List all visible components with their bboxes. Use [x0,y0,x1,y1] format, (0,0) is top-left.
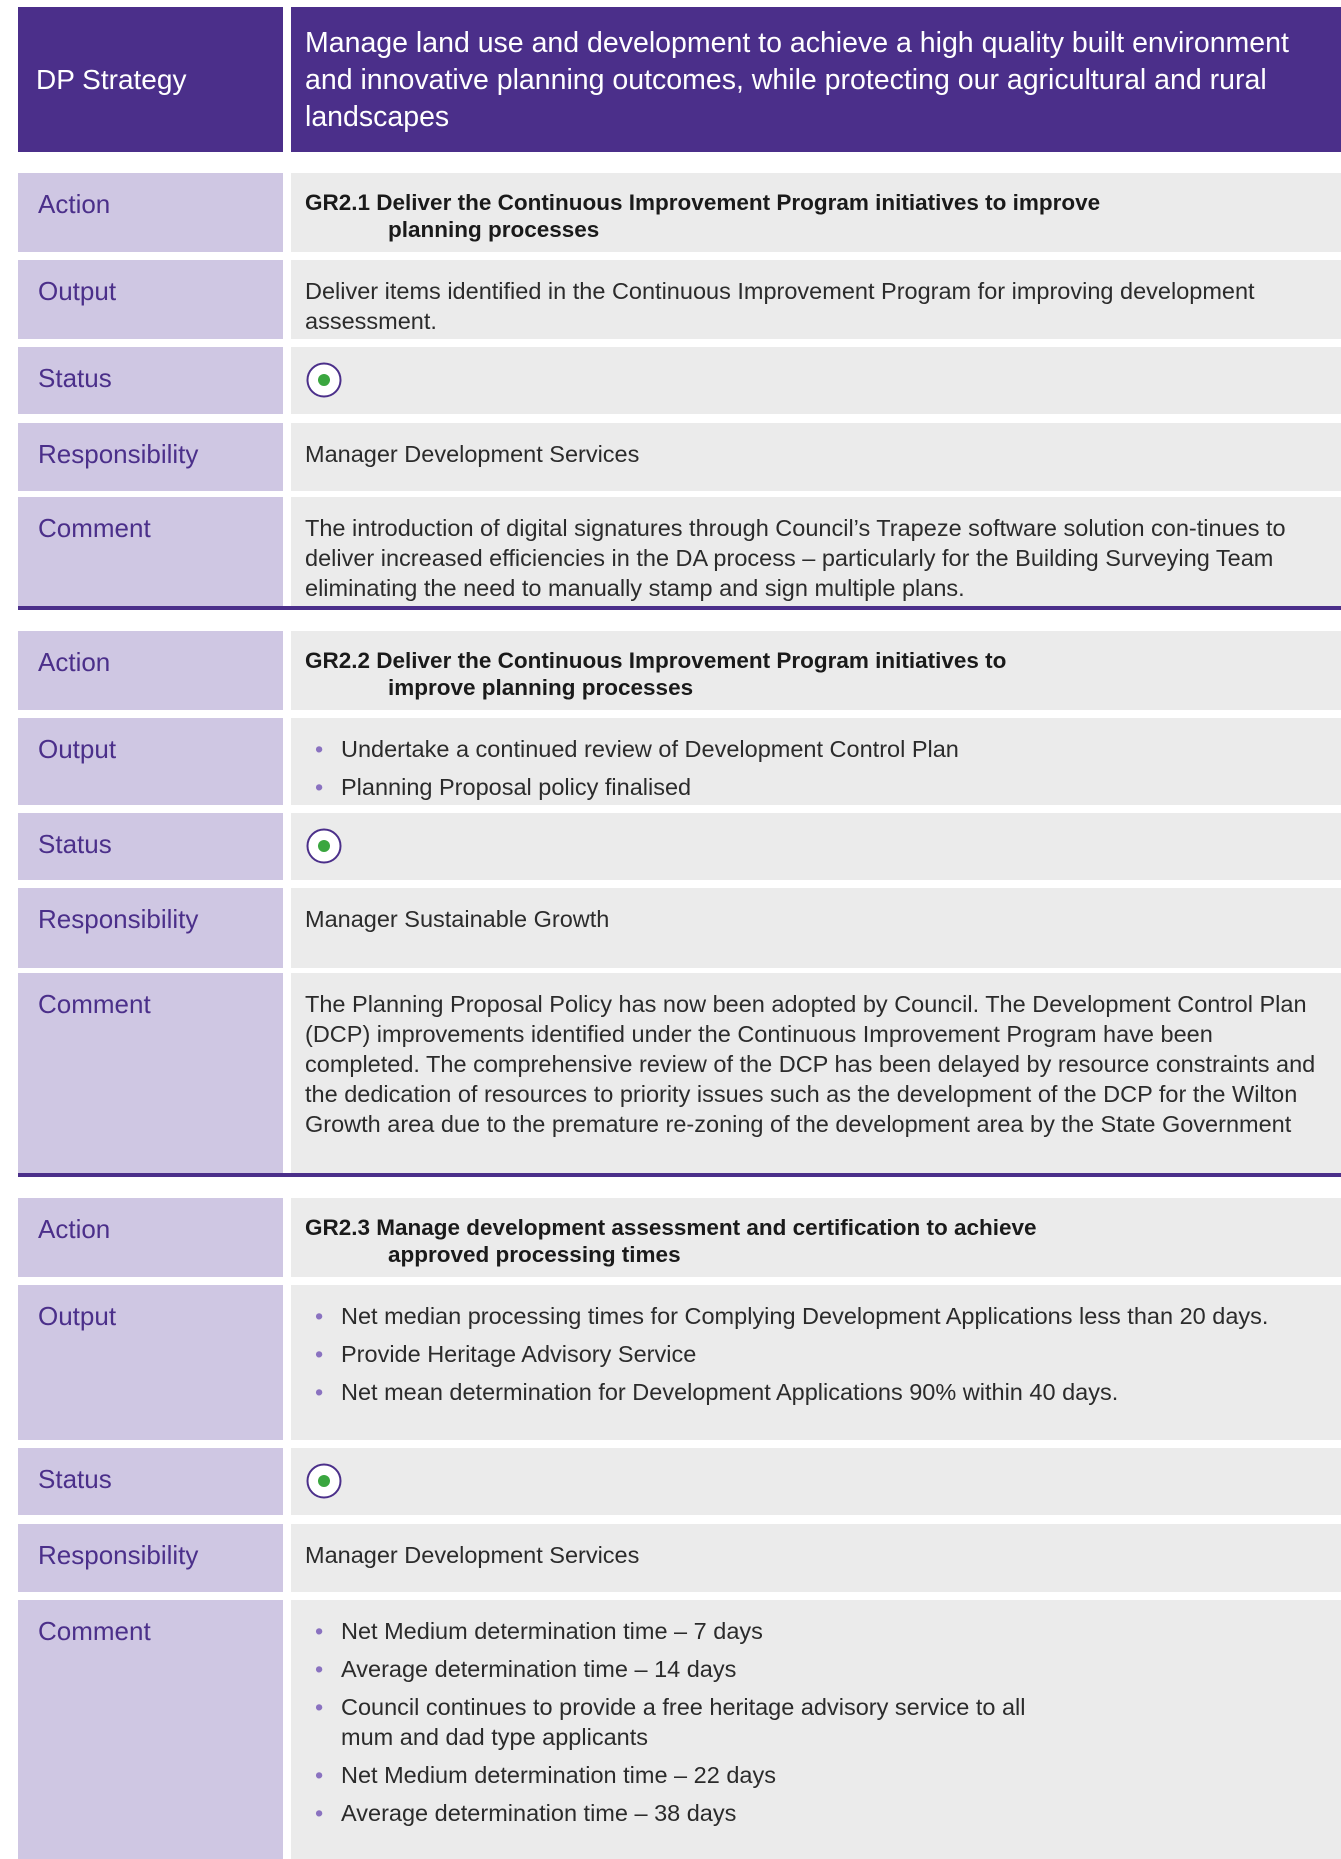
action-title-line1: GR2.3 Manage development assessment and certification to achieve [305,1215,1037,1240]
responsibility-value: Manager Development Services [291,1524,1341,1592]
comment-item: • Net Medium determination time – 7 days [305,1616,1329,1646]
status-label: Status [18,813,283,880]
action-title-line1: GR2.1 Deliver the Continuous Improvement Program initiatives to improve [305,190,1101,215]
comment-text: The introduction of digital signatures through Council’s Trapeze software solution con-tinues to deliver increased efficiencies in the DA process – particularly for the Building Surveying Team eliminating the need to manually stamp and sign multiple plans. [291,497,1341,606]
comment-item: • Average determination time – 14 days [305,1654,1329,1684]
comment-item: • Average determination time – 38 days [305,1798,1329,1828]
comment-text: The Planning Proposal Policy has now been adopted by Council. The Development Control Plan (DCP) improvements identified under the Continuous Improvement Program have been completed. The comprehensive review of the DCP has been delayed by resource constraints and the dedication of resources to priority issues such as the development of the DCP for the Wilton Growth area due to the premature re-zoning of the development area by the State Government [291,973,1341,1173]
action-label: Action [18,173,283,252]
action-row [18,631,1341,710]
responsibility-label: Responsibility [18,888,283,968]
section-divider [18,1173,1341,1177]
action-title-line2: approved processing times [388,1242,681,1267]
status-value [291,347,1341,414]
output-row [18,718,1341,805]
action-title-line2: planning processes [388,217,600,242]
responsibility-label: Responsibility [18,423,283,491]
action-label: Action [18,631,283,710]
comment-row [18,1600,1341,1859]
comment-list [291,1600,1341,1859]
strategy-header [18,7,1341,152]
responsibility-row [18,888,1341,968]
status-row [18,813,1341,880]
comment-label: Comment [18,1600,283,1859]
action-row [18,173,1341,252]
output-row [18,1285,1341,1440]
output-item: • Planning Proposal policy finalised [305,772,1329,802]
output-item: • Undertake a continued review of Development Control Plan [305,734,1329,764]
strategy-text: Manage land use and development to achieve a high quality built environment and innovative planning outcomes, while protecting our agricultural and rural landscapes [291,7,1341,152]
action-title-line2: improve planning processes [388,675,694,700]
action-label: Action [18,1198,283,1277]
output-item: • Provide Heritage Advisory Service [305,1339,1329,1369]
output-list [291,718,1341,805]
status-row [18,1448,1341,1515]
action-row [18,1198,1341,1277]
output-item: • Net median processing times for Complying Development Applications less than 20 days. [305,1301,1329,1331]
responsibility-label: Responsibility [18,1524,283,1592]
status-value [291,1448,1341,1515]
responsibility-value: Manager Sustainable Growth [291,888,1341,968]
section-divider [18,606,1341,610]
action-title [291,173,1341,252]
status-on-track-icon [305,361,343,399]
status-label: Status [18,1448,283,1515]
comment-label: Comment [18,497,283,606]
responsibility-value: Manager Development Services [291,423,1341,491]
comment-item: • Net Medium determination time – 22 days [305,1760,1329,1790]
status-on-track-icon [305,827,343,865]
responsibility-row [18,423,1341,491]
output-list [291,1285,1341,1440]
status-on-track-icon [305,1462,343,1500]
action-title [291,1198,1341,1277]
action-title-line1: GR2.2 Deliver the Continuous Improvement Program initiatives to [305,648,1007,673]
comment-row [18,973,1341,1173]
responsibility-row [18,1524,1341,1592]
comment-label: Comment [18,973,283,1173]
comment-item: • Council continues to provide a free heritage advisory service to all mum and dad type applicants [305,1692,1329,1752]
status-row [18,347,1341,414]
output-item: • Net mean determination for Development Applications 90% within 40 days. [305,1377,1329,1407]
status-value [291,813,1341,880]
comment-row [18,497,1341,606]
output-label: Output [18,718,283,805]
output-label: Output [18,1285,283,1440]
output-label: Output [18,260,283,339]
output-text: Deliver items identified in the Continuous Improvement Program for improving development assessment. [291,260,1341,339]
action-title [291,631,1341,710]
status-label: Status [18,347,283,414]
output-row [18,260,1341,339]
strategy-label: DP Strategy [18,7,283,152]
